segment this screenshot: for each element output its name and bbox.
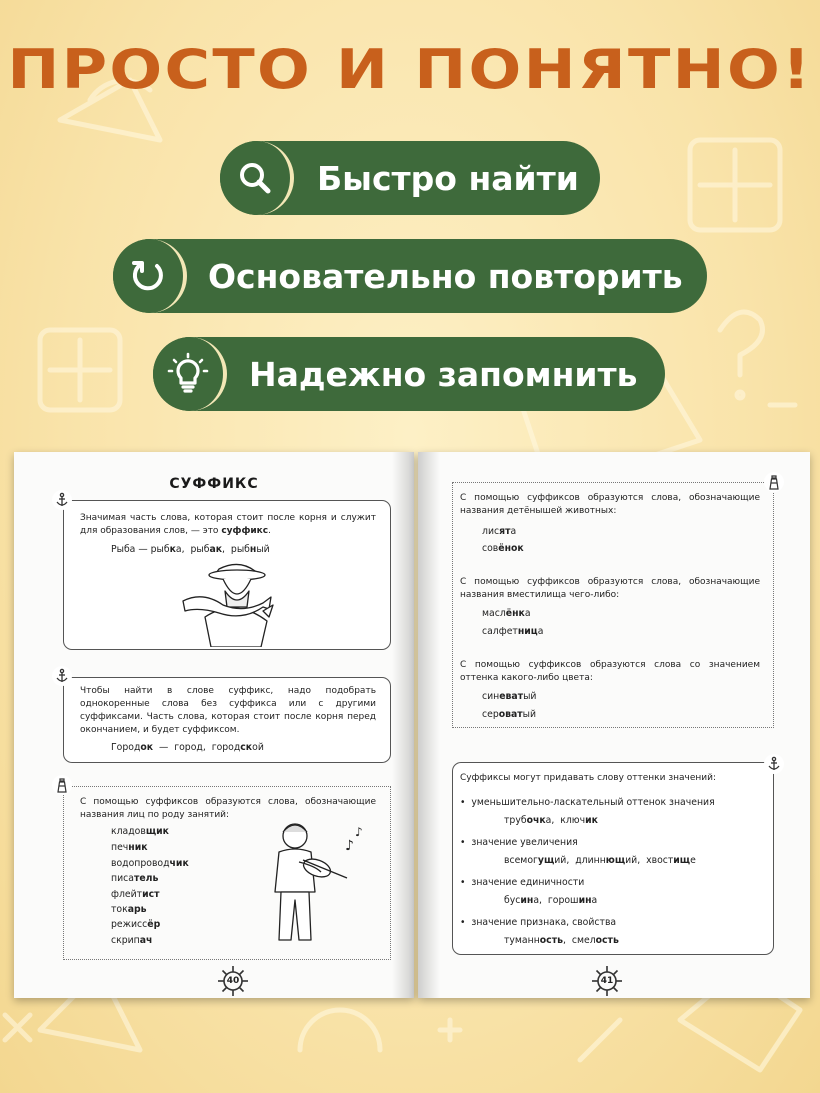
nuance-label: • значение увеличения — [460, 837, 578, 848]
example-line: Городок — город, городской — [111, 742, 264, 753]
page-heading: СУФФИКС — [169, 476, 259, 492]
word-item: флейтист — [111, 889, 160, 900]
word-item: лисята — [482, 526, 517, 537]
violinist-illustration — [259, 820, 369, 945]
right-page — [418, 452, 810, 998]
section-text: С помощью суффиксов образуются слова со значением оттенка какого-либо цвета: — [460, 660, 760, 683]
refresh-icon — [113, 239, 187, 313]
svg-text:♪: ♪ — [345, 838, 354, 854]
example-line: трубочка, ключик — [504, 815, 598, 826]
page-number: 41 — [590, 964, 624, 998]
word-item: печник — [111, 842, 148, 853]
page-title: ПРОСТО И ПОНЯТНО! — [7, 38, 813, 101]
feature-pill-remember — [153, 337, 665, 411]
word-item: кладовщик — [111, 826, 169, 837]
search-icon — [220, 141, 294, 215]
section-text: С помощью суффиксов образуются слова, обозначающие названия вместилища чего-либо: — [460, 577, 760, 600]
lighthouse-icon — [52, 775, 72, 795]
nuance-label: • уменьшительно-ласкательный оттенок значения — [460, 797, 715, 808]
word-item: режиссёр — [111, 919, 161, 930]
lightbulb-icon — [153, 337, 227, 411]
section-text: С помощью суффиксов образуются слова, обозначающие названия детёнышей животных: — [460, 493, 760, 516]
rule-text: Чтобы найти в слове суффикс, надо подобрать однокоренные слова без суффикса или с другими суффиксами. Часть слова, которая стоит после корня перед окончанием, и будет суффиксом. — [80, 686, 376, 735]
svg-text:♪: ♪ — [355, 825, 363, 839]
feature-pill-repeat — [113, 239, 707, 313]
professions-text: С помощью суффиксов образуются слова, обозначающие названия лиц по роду занятий: — [80, 797, 376, 820]
word-item: писатель — [111, 873, 159, 884]
feature-label: Быстро найти — [317, 158, 579, 198]
word-item: синеватый — [482, 691, 537, 702]
nuance-label: • значение единичности — [460, 877, 585, 888]
feature-label: Надежно запомнить — [249, 354, 638, 394]
example-line: Рыба — рыбка, рыбак, рыбный — [111, 544, 270, 555]
anchor-icon — [764, 754, 784, 774]
example-line: туманность, смелость — [504, 935, 619, 946]
nuance-label: • значение признака, свойства — [460, 917, 617, 928]
nuances-intro: Суффиксы могут придавать слову оттенки значений: — [460, 773, 716, 783]
word-item: салфетница — [482, 626, 544, 637]
feature-label: Основательно повторить — [208, 256, 683, 296]
fisherman-illustration — [179, 557, 279, 647]
example-line: всемогущий, длиннющий, хвостище — [504, 855, 696, 866]
word-item: скрипач — [111, 935, 153, 946]
word-item: маслёнка — [482, 608, 531, 619]
word-item: совёнок — [482, 543, 524, 554]
anchor-icon — [52, 490, 72, 510]
word-item: водопроводчик — [111, 858, 189, 869]
word-item: токарь — [111, 904, 147, 915]
page-number: 40 — [216, 964, 250, 998]
feature-pill-find — [220, 141, 600, 215]
example-line: бусина, горошина — [504, 895, 598, 906]
definition-text: Значимая часть слова, которая стоит после корня и служит для образования слов, — это суффикс. — [80, 513, 376, 536]
anchor-icon — [52, 666, 72, 686]
left-page — [14, 452, 414, 998]
book-spread — [14, 452, 810, 998]
word-item: сероватый — [482, 709, 537, 720]
lighthouse-icon — [764, 472, 784, 492]
